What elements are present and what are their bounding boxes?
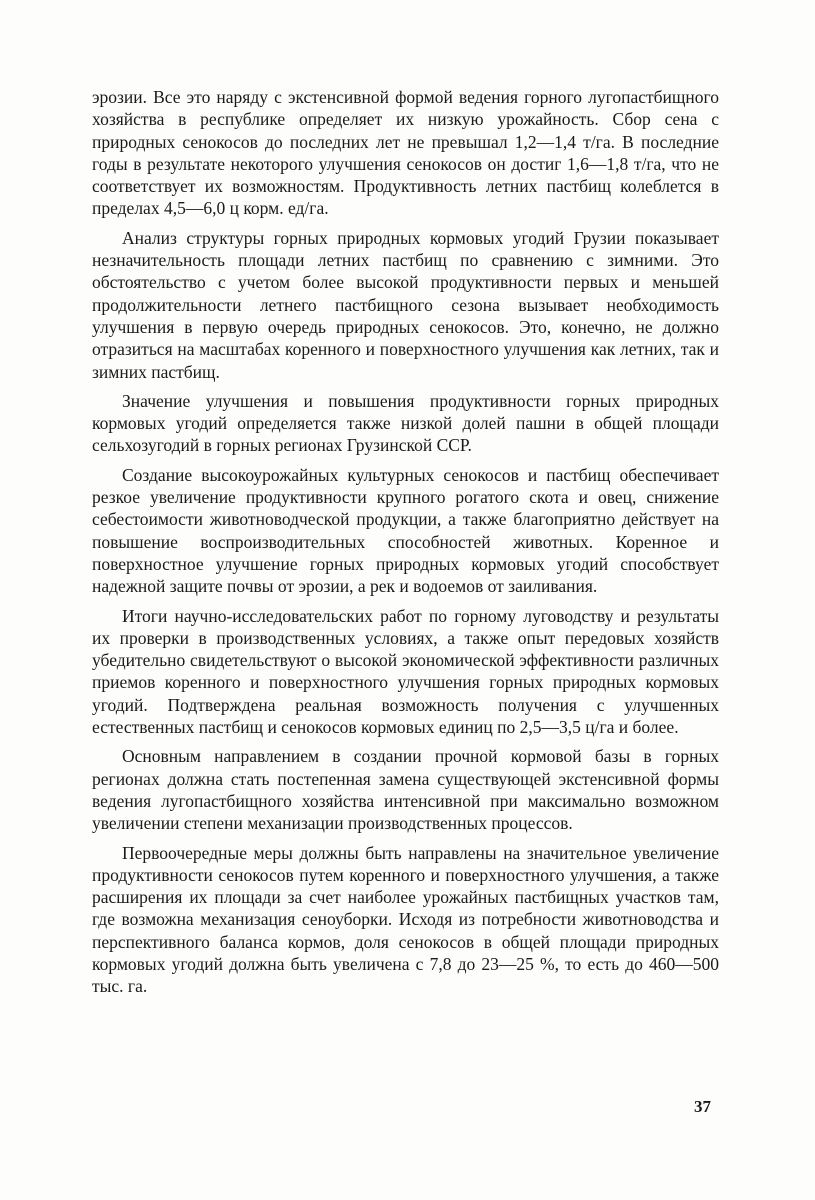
paragraph-4: Создание высокоурожайных культурных сенокосов и пастбищ обеспечивает резкое увеличение продуктивности крупного рогатого скота и овец, снижение себестоимости животноводческой продукции, а также благоприятно действует на повышение воспроизводительных способностей животных. Коренное и поверхностное улучшение горных природных кормовых угодий способствует надежной защите почвы от эрозии, а рек и водоемов от заиливания. <box>92 464 719 597</box>
paragraph-7: Первоочередные меры должны быть направлены на значительное увеличение продуктивности сенокосов путем коренного и поверхностного улучшения, а также расширения их площади за счет наиболее урожайных пастбищных участков там, где возможна механизация сеноуборки. Исходя из потребности животноводства и перспективного баланса кормов, доля сенокосов в общей площади природных кормовых угодий должна быть увеличена с 7,8 до 23—25 %, то есть до 460—500 тыс. га. <box>92 842 719 997</box>
paragraph-3: Значение улучшения и повышения продуктивности горных природных кормовых угодий определяется также низкой долей пашни в общей площади сельхозугодий в горных регионах Грузинской ССР. <box>92 390 719 456</box>
paragraph-5: Итоги научно-исследовательских работ по горному луговодству и результаты их проверки в производственных условиях, а также опыт передовых хозяйств убедительно свидетельствуют о высокой экономической эффективности различных приемов коренного и поверхностного улучшения горных природных кормовых угодий. Подтверждена реальная возможность получения с улучшенных естественных пастбищ и сенокосов кормовых единиц по 2,5—3,5 ц/га и более. <box>92 605 719 738</box>
page-number: 37 <box>694 1097 711 1116</box>
paragraph-2: Анализ структуры горных природных кормовых угодий Грузии показывает незначительность площади летних пастбищ по сравнению с зимними. Это обстоятельство с учетом более высокой продуктивности первых и меньшей продолжительности летнего пастбищного сезона вызывает необходимость улучшения в первую очередь природных сенокосов. Это, конечно, не должно отразиться на масштабах коренного и поверхностного улучшения как летних, так и зимних пастбищ. <box>92 227 719 382</box>
paragraph-1: эрозии. Все это наряду с экстенсивной формой ведения горного лугопастбищного хозяйства в республике определяет их низкую урожайность. Сбор сена с природных сенокосов до последних лет не превышал 1,2—1,4 т/га. В последние годы в результате некоторого улучшения сенокосов он достиг 1,6—1,8 т/га, что не соответствует их возможностям. Продуктивность летних пастбищ колеблется в пределах 4,5—6,0 ц корм. ед/га. <box>92 87 719 219</box>
paragraph-6: Основным направлением в создании прочной кормовой базы в горных регионах должна стать постепенная замена существующей экстенсивной формы ведения лугопастбищного хозяйства интенсивной при максимально возможном увеличении степени механизации производственных процессов. <box>92 746 719 834</box>
body-text <box>92 86 719 1005</box>
